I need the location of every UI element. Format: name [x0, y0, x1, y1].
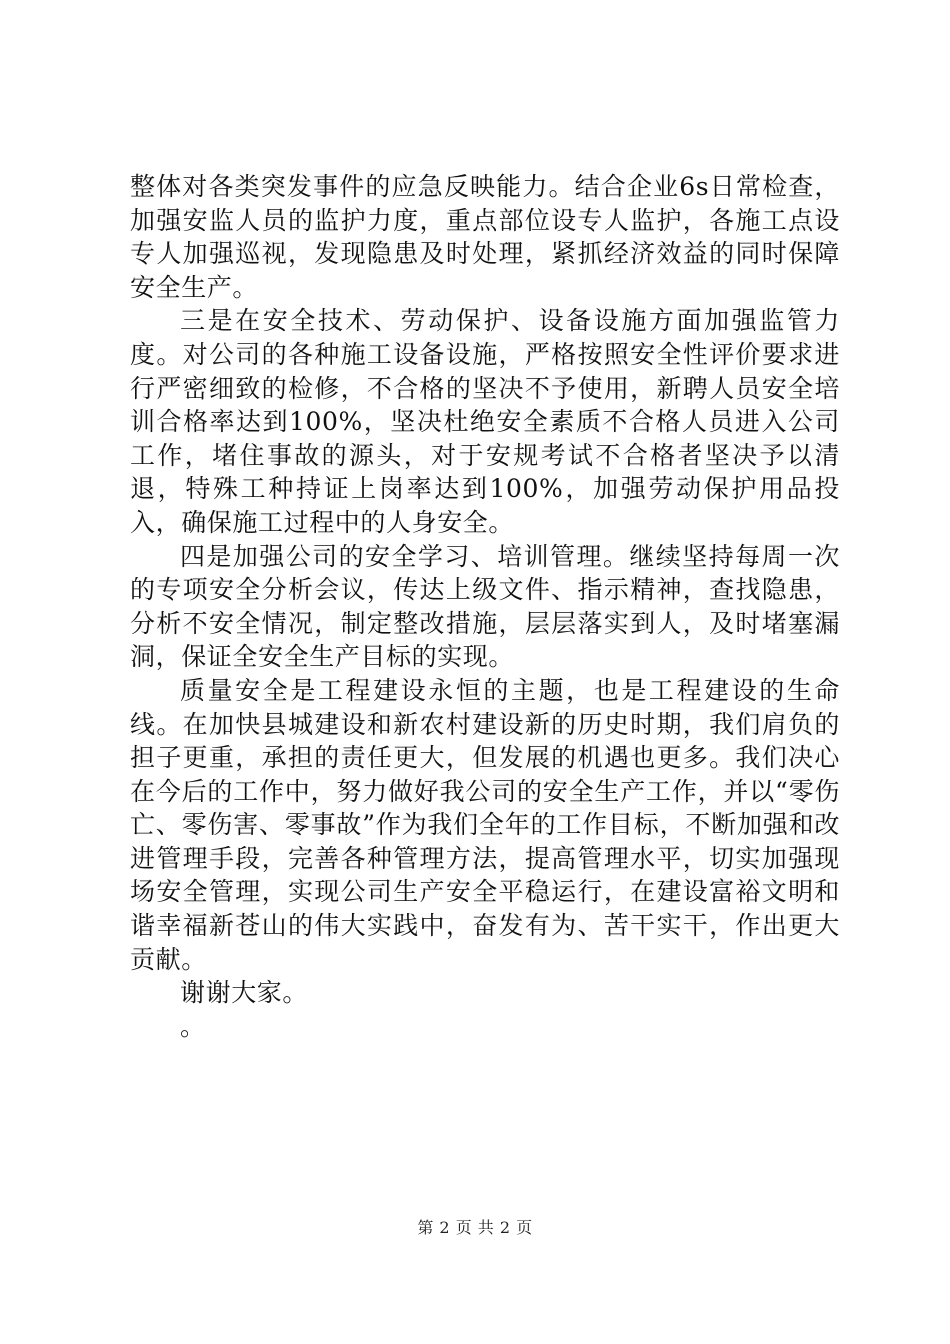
page-number-footer: 第 2 页 共 2 页 [417, 1218, 533, 1237]
document-body [130, 170, 840, 1043]
paragraph-point-three: 三是在安全技术、劳动保护、设备设施方面加强监管力度。对公司的各种施工设备设施，严格按照安全性评价要求进行严密细致的检修，不合格的坚决不予使用，新聘人员安全培训合格率达到100%，坚决杜绝安全素质不合格人员进入公司工作，堵住事故的源头，对于安规考试不合格者坚决予以清退，特殊工种持证上岗率达到100%，加强劳动保护用品投入，确保施工过程中的人身安全。 [130, 306, 840, 537]
paragraph-point-four: 四是加强公司的安全学习、培训管理。继续坚持每周一次的专项安全分析会议，传达上级文件、指示精神，查找隐患，分析不安全情况，制定整改措施，层层落实到人，及时堵塞漏洞，保证全安全生产目标的实现。 [130, 541, 840, 672]
paragraph-conclusion: 质量安全是工程建设永恒的主题，也是工程建设的生命线。在加快县城建设和新农村建设新的历史时期，我们肩负的担子更重，承担的责任更大，但发展的机遇也更多。我们决心在今后的工作中，努力做好我公司的安全生产工作，并以“零伤亡、零伤害、零事故”作为我们全年的工作目标，不断加强和改进管理手段，完善各种管理方法，提高管理水平，切实加强现场安全管理，实现公司生产安全平稳运行，在建设富裕文明和谐幸福新苍山的伟大实践中，奋发有为、苦干实干，作出更大贡献。 [130, 675, 840, 974]
paragraph-end-mark: 。 [180, 1011, 206, 1041]
paragraph-continuation: 整体对各类突发事件的应急反映能力。结合企业6s日常检查，加强安监人员的监护力度，重点部位设专人监护，各施工点设专人加强巡视，发现隐患及时处理，紧抓经济效益的同时保障安全生产。 [130, 172, 840, 302]
paragraph-thanks: 谢谢大家。 [180, 978, 309, 1008]
